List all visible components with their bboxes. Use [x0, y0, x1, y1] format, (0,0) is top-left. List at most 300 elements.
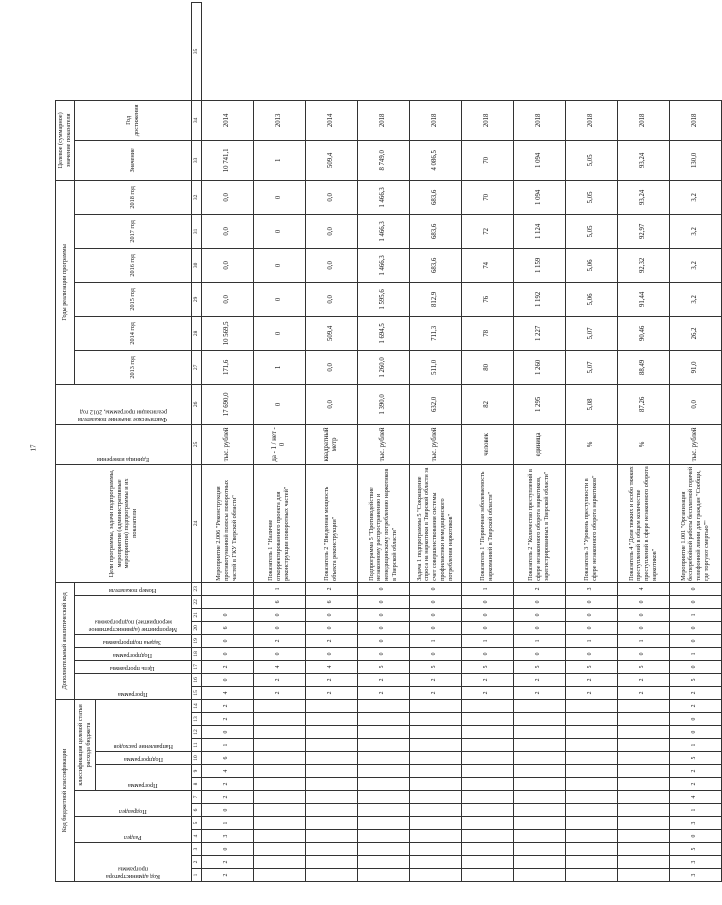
code-digit-cell: 0	[201, 726, 253, 739]
row-year-value: 0,0	[201, 248, 253, 282]
column-number: 25	[191, 424, 201, 464]
code-digit-cell: 0	[201, 843, 253, 856]
code-digit-cell	[513, 817, 565, 830]
row-unit: тыс. рублей	[201, 424, 253, 464]
code-digit-cell	[565, 830, 617, 843]
code-digit-cell: 2	[409, 686, 461, 699]
code-digit-cell	[253, 843, 305, 856]
row-year-value: 3,2	[669, 180, 721, 214]
code-digit-cell	[409, 869, 461, 882]
row-unit: тыс. рублей	[669, 424, 721, 464]
row-fact-2012: 87,26	[617, 384, 669, 424]
code-digit-cell	[253, 869, 305, 882]
row-description: Мероприятие 2.006 "Реконструкция противотуманной полосы поворотных частей в ГКУ Тверской области"	[201, 464, 253, 582]
code-digit-cell: 0	[305, 647, 357, 660]
column-number: 28	[191, 316, 201, 350]
code-digit-cell: 0	[513, 608, 565, 621]
an-meropriyatie-header	[74, 595, 191, 634]
row-description: Показатель 1 "Наличие откорректированного проекта для реконструкции поворотных частей"	[253, 464, 305, 582]
row-year-value: 5,06	[565, 248, 617, 282]
code-digit-cell	[461, 804, 513, 817]
row-final-year: 2018	[565, 100, 617, 140]
code-digit-cell: 1	[669, 739, 721, 752]
row-final-value: 1	[253, 140, 305, 180]
years-header: Годы реализации программы	[56, 180, 75, 384]
code-digit-cell	[617, 726, 669, 739]
row-year-value: 3,2	[669, 282, 721, 316]
row-final-value: 1 094	[513, 140, 565, 180]
code-digit-cell	[617, 791, 669, 804]
an-zadacha-label: Задача подпрограммы	[103, 638, 162, 646]
an-programma-label: Программа	[117, 690, 148, 698]
code-digit-cell	[513, 843, 565, 856]
code-digit-cell: 5	[513, 660, 565, 673]
row-year-value: 683,6	[409, 180, 461, 214]
code-digit-cell: 3	[565, 582, 617, 595]
code-digit-cell: 0	[201, 647, 253, 660]
row-year-value: 0	[253, 180, 305, 214]
code-digit-cell: 2	[357, 686, 409, 699]
code-digit-cell	[513, 856, 565, 869]
code-digit-cell: 0	[513, 647, 565, 660]
row-final-year: 2018	[461, 100, 513, 140]
row-year-value: 5,05	[565, 180, 617, 214]
code-digit-cell	[409, 739, 461, 752]
final-value-header: Целевое (суммарное) значение показателя	[56, 100, 75, 180]
code-digit-cell: 0	[669, 634, 721, 647]
code-digit-cell: 2	[253, 673, 305, 686]
code-digit-cell	[305, 856, 357, 869]
napravlenie-label: Направление расходов	[113, 743, 173, 750]
code-digit-cell: 6	[253, 595, 305, 608]
code-digit-cell: 3	[669, 817, 721, 830]
code-digit-cell	[565, 752, 617, 765]
column-number: 10	[191, 752, 201, 765]
code-digit-cell	[305, 830, 357, 843]
code-digit-cell	[409, 804, 461, 817]
row-fact-2012: 1 295	[513, 384, 565, 424]
final-year-col-header: Год достижения	[74, 100, 191, 140]
row-year-value: 91,44	[617, 282, 669, 316]
code-digit-cell	[409, 817, 461, 830]
code-digit-cell: 2	[201, 699, 253, 712]
code-digit-cell	[201, 582, 253, 595]
code-digit-cell	[565, 869, 617, 882]
row-final-value: 509,4	[305, 140, 357, 180]
column-number: 33	[191, 140, 201, 180]
row-final-value: 4 086,5	[409, 140, 461, 180]
code-digit-cell	[565, 699, 617, 712]
code-digit-cell: 1	[409, 634, 461, 647]
row-unit: да - 1 / нет - 0	[253, 424, 305, 464]
column-number: 6	[191, 804, 201, 817]
row-year-value: 10 569,5	[201, 316, 253, 350]
column-number: 2	[191, 856, 201, 869]
code-digit-cell	[253, 713, 305, 726]
row-final-value: 5,05	[565, 140, 617, 180]
year-2017-header: 2017 год	[74, 214, 191, 248]
code-digit-cell	[305, 726, 357, 739]
code-digit-cell	[461, 713, 513, 726]
row-final-value: 93,24	[617, 140, 669, 180]
code-digit-cell	[305, 804, 357, 817]
row-year-value: 1 227	[513, 316, 565, 350]
code-digit-cell: 0	[305, 608, 357, 621]
code-digit-cell	[461, 869, 513, 882]
code-digit-cell: 5	[409, 660, 461, 673]
code-digit-cell: 6	[305, 595, 357, 608]
code-digit-cell	[513, 752, 565, 765]
row-year-value: 1 694,5	[357, 316, 409, 350]
code-digit-cell	[253, 778, 305, 791]
row-year-value: 74	[461, 248, 513, 282]
row-final-value: 130,0	[669, 140, 721, 180]
code-digit-cell	[617, 739, 669, 752]
code-digit-cell	[305, 869, 357, 882]
code-digit-cell: 0	[565, 621, 617, 634]
row-year-value: 0	[253, 316, 305, 350]
row-year-value: 92,32	[617, 248, 669, 282]
podprogramma-label: Подпрограмма	[123, 756, 163, 763]
code-digit-cell	[565, 726, 617, 739]
code-digit-cell: 6	[201, 621, 253, 634]
code-digit-cell	[461, 726, 513, 739]
row-unit: тыс. рублей	[409, 424, 461, 464]
code-digit-cell	[461, 843, 513, 856]
code-digit-cell: 5	[565, 660, 617, 673]
code-digit-cell: 0	[513, 621, 565, 634]
code-digit-cell: 2	[669, 778, 721, 791]
code-digit-cell: 0	[565, 608, 617, 621]
code-digit-cell	[357, 804, 409, 817]
code-digit-cell: 2	[305, 634, 357, 647]
code-digit-cell	[617, 830, 669, 843]
row-year-value: 70	[461, 180, 513, 214]
code-digit-cell	[357, 765, 409, 778]
code-digit-cell	[513, 804, 565, 817]
row-fact-2012: 5,08	[565, 384, 617, 424]
code-digit-cell: 2	[565, 686, 617, 699]
table-row	[357, 3, 409, 882]
code-digit-cell	[565, 804, 617, 817]
row-final-year: 2014	[305, 100, 357, 140]
column-number: 16	[191, 673, 201, 686]
code-digit-cell: 2	[669, 686, 721, 699]
code-digit-cell: 4	[305, 660, 357, 673]
code-digit-cell: 1	[617, 634, 669, 647]
code-digit-cell: 5	[617, 660, 669, 673]
code-digit-cell: 0	[669, 830, 721, 843]
code-digit-cell	[305, 699, 357, 712]
code-digit-cell: 0	[669, 660, 721, 673]
code-digit-cell: 2	[513, 582, 565, 595]
code-digit-cell: 2	[201, 791, 253, 804]
budget-classification-header: Код бюджетной классификации	[56, 699, 75, 881]
row-year-value: 0,0	[305, 350, 357, 384]
code-digit-cell: 0	[669, 621, 721, 634]
row-year-value: 76	[461, 282, 513, 316]
code-digit-cell	[513, 791, 565, 804]
an-pokazatel-header	[74, 582, 191, 595]
budget-admin-label: Код администратора программы	[105, 865, 160, 880]
code-digit-cell	[617, 765, 669, 778]
row-fact-2012: 0	[253, 384, 305, 424]
table-row	[461, 3, 513, 882]
column-number: 9	[191, 765, 201, 778]
code-digit-cell: 0	[201, 673, 253, 686]
code-digit-cell: 2	[513, 673, 565, 686]
code-digit-cell	[357, 739, 409, 752]
code-digit-cell	[253, 791, 305, 804]
row-year-value: 0,0	[201, 282, 253, 316]
column-number: 14	[191, 699, 201, 712]
row-year-value: 1	[253, 350, 305, 384]
code-digit-cell	[513, 739, 565, 752]
row-year-value: 1 124	[513, 214, 565, 248]
row-description: Показатель 3 "Уровень преступности в сфере незаконного оборота наркотиков"	[565, 464, 617, 582]
code-digit-cell: 2	[201, 778, 253, 791]
code-digit-cell	[617, 778, 669, 791]
code-digit-cell: 0	[201, 804, 253, 817]
row-year-value: 88,49	[617, 350, 669, 384]
row-unit: квадратный метр	[305, 424, 357, 464]
column-number: 27	[191, 350, 201, 384]
column-number: 4	[191, 830, 201, 843]
code-digit-cell: 0	[409, 621, 461, 634]
row-final-year: 2018	[357, 100, 409, 140]
code-digit-cell	[565, 739, 617, 752]
code-digit-cell: 6	[201, 752, 253, 765]
code-digit-cell: 1	[201, 739, 253, 752]
code-digit-cell	[357, 817, 409, 830]
code-digit-cell	[357, 699, 409, 712]
code-digit-cell: 5	[669, 752, 721, 765]
section-label: Раздел	[123, 834, 142, 841]
napravlenie-header	[95, 699, 191, 751]
column-number: 15	[191, 686, 201, 699]
code-digit-cell	[461, 791, 513, 804]
column-number: 23	[191, 582, 201, 595]
an-podprogramma-header	[74, 647, 191, 660]
programma-header	[95, 765, 191, 791]
code-digit-cell: 0	[253, 647, 305, 660]
table-row	[617, 3, 669, 882]
code-digit-cell: 0	[409, 647, 461, 660]
target-article-header: классификация целевой статьи расхода бюджета	[74, 699, 95, 790]
an-podprogramma-label: Подпрограмма	[113, 651, 152, 659]
code-digit-cell: 0	[357, 582, 409, 595]
column-number: 13	[191, 713, 201, 726]
code-digit-cell: 2	[201, 869, 253, 882]
column-number: 24	[191, 464, 201, 582]
row-description: Показатель 2 "Количество преступлений в сфере незаконного оборота наркотиков, зарегистрированных в Тверской области"	[513, 464, 565, 582]
column-number: 19	[191, 634, 201, 647]
code-digit-cell	[617, 869, 669, 882]
row-final-year: 2018	[669, 100, 721, 140]
code-digit-cell: 2	[357, 673, 409, 686]
code-digit-cell	[617, 817, 669, 830]
programma-label: Программа	[128, 782, 158, 789]
code-digit-cell	[565, 856, 617, 869]
code-digit-cell: 0	[513, 595, 565, 608]
column-number: 20	[191, 621, 201, 634]
row-fact-2012: 0,0	[305, 384, 357, 424]
code-digit-cell: 5	[357, 660, 409, 673]
code-digit-cell: 0	[253, 621, 305, 634]
column-number: 30	[191, 248, 201, 282]
code-digit-cell	[461, 699, 513, 712]
code-digit-cell	[617, 752, 669, 765]
code-digit-cell: 2	[565, 673, 617, 686]
row-year-value: 0,0	[305, 282, 357, 316]
code-digit-cell: 0	[565, 647, 617, 660]
section-header	[74, 817, 191, 843]
row-description: Показатель 1 "Первичная заболеваемость наркоманией в Тверской области"	[461, 464, 513, 582]
code-digit-cell: 0	[201, 634, 253, 647]
row-year-value: 0,0	[201, 214, 253, 248]
table-row	[409, 3, 461, 882]
row-year-value: 92,97	[617, 214, 669, 248]
code-digit-cell: 2	[617, 673, 669, 686]
row-year-value: 0,0	[305, 180, 357, 214]
row-final-value: 10 741,1	[201, 140, 253, 180]
an-zadacha-header	[74, 634, 191, 647]
code-digit-cell: 1	[513, 634, 565, 647]
code-digit-cell	[409, 726, 461, 739]
code-digit-cell: 0	[357, 595, 409, 608]
subsection-label: Подраздел	[118, 808, 147, 815]
code-digit-cell	[461, 830, 513, 843]
code-digit-cell	[461, 765, 513, 778]
code-digit-cell: 2	[513, 686, 565, 699]
column-number: 3	[191, 843, 201, 856]
row-final-year: 2018	[409, 100, 461, 140]
code-digit-cell	[253, 856, 305, 869]
row-year-value: 812,9	[409, 282, 461, 316]
code-digit-cell: 3	[669, 869, 721, 882]
an-cel-header	[74, 660, 191, 673]
code-digit-cell: 0	[617, 647, 669, 660]
row-year-value: 0,0	[201, 180, 253, 214]
code-digit-cell: 0	[669, 582, 721, 595]
code-digit-cell	[565, 791, 617, 804]
row-year-value: 0,0	[305, 214, 357, 248]
row-description: Показатель 2 "Введенная мощность объекта реконструкции"	[305, 464, 357, 582]
code-digit-cell	[305, 778, 357, 791]
code-digit-cell	[409, 713, 461, 726]
table-row	[253, 3, 305, 882]
row-year-value: 93,24	[617, 180, 669, 214]
row-year-value: 683,6	[409, 214, 461, 248]
row-year-value: 171,6	[201, 350, 253, 384]
column-number: 22	[191, 595, 201, 608]
row-year-value: 5,07	[565, 316, 617, 350]
column-number: 32	[191, 180, 201, 214]
code-digit-cell: 2	[617, 686, 669, 699]
code-digit-cell	[305, 765, 357, 778]
code-digit-cell	[253, 817, 305, 830]
podprogramma-header	[95, 752, 191, 765]
row-unit: %	[617, 424, 669, 464]
year-2018-header: 2018 год	[74, 180, 191, 214]
code-digit-cell	[409, 830, 461, 843]
fact-column-header	[56, 384, 192, 424]
column-number: 17	[191, 660, 201, 673]
code-digit-cell	[305, 791, 357, 804]
code-digit-cell: 0	[409, 608, 461, 621]
code-digit-cell: 0	[669, 713, 721, 726]
code-digit-cell	[201, 595, 253, 608]
code-digit-cell: 2	[461, 673, 513, 686]
code-digit-cell	[357, 869, 409, 882]
final-value-col-header: Значение	[74, 140, 191, 180]
code-digit-cell: 4	[669, 791, 721, 804]
code-digit-cell	[253, 804, 305, 817]
code-digit-cell: 0	[357, 608, 409, 621]
row-year-value: 0,0	[305, 248, 357, 282]
page-number: 17	[29, 444, 38, 452]
row-year-value: 1 094	[513, 180, 565, 214]
code-digit-cell: 0	[253, 608, 305, 621]
column-number: 8	[191, 778, 201, 791]
code-digit-cell: 2	[305, 686, 357, 699]
code-digit-cell	[305, 843, 357, 856]
code-digit-cell: 0	[617, 621, 669, 634]
table-row	[513, 3, 565, 882]
row-fact-2012: 82	[461, 384, 513, 424]
row-year-value: 509,4	[305, 316, 357, 350]
code-digit-cell	[409, 843, 461, 856]
row-final-value: 8 749,0	[357, 140, 409, 180]
code-digit-cell	[513, 778, 565, 791]
row-unit: человек	[461, 424, 513, 464]
row-year-value: 1 466,3	[357, 180, 409, 214]
code-digit-cell	[253, 830, 305, 843]
code-digit-cell	[357, 830, 409, 843]
row-year-value: 0	[253, 214, 305, 248]
code-digit-cell: 1	[669, 608, 721, 621]
unit-column-label: Единица измерения	[97, 455, 150, 463]
code-digit-cell: 1	[669, 804, 721, 817]
code-digit-cell	[461, 817, 513, 830]
code-digit-cell	[513, 765, 565, 778]
code-digit-cell	[409, 778, 461, 791]
code-digit-cell	[305, 752, 357, 765]
row-year-value: 1 595,6	[357, 282, 409, 316]
code-digit-cell: 0	[565, 595, 617, 608]
code-digit-cell: 2	[305, 582, 357, 595]
row-year-value: 91,0	[669, 350, 721, 384]
analytic-code-header: Дополнительный аналитический код	[56, 582, 75, 699]
row-year-value: 1 466,3	[357, 248, 409, 282]
code-digit-cell: 3	[669, 856, 721, 869]
code-digit-cell	[357, 713, 409, 726]
goal-column-header: Цели программы, задачи подпрограммы, мероприятия (административные мероприятия) подпрограммы и их показатели	[56, 464, 192, 582]
row-year-value: 1 159	[513, 248, 565, 282]
code-digit-cell: 5	[669, 673, 721, 686]
code-digit-cell	[513, 830, 565, 843]
column-number: 7	[191, 791, 201, 804]
code-digit-cell: 5	[461, 660, 513, 673]
code-digit-cell: 4	[253, 660, 305, 673]
row-fact-2012: 1 390,0	[357, 384, 409, 424]
year-2013-header: 2013 год	[74, 350, 191, 384]
code-digit-cell	[617, 843, 669, 856]
an-programma-header	[74, 673, 191, 699]
column-number: 11	[191, 739, 201, 752]
row-unit: тыс. рублей	[357, 424, 409, 464]
code-digit-cell: 2	[201, 713, 253, 726]
